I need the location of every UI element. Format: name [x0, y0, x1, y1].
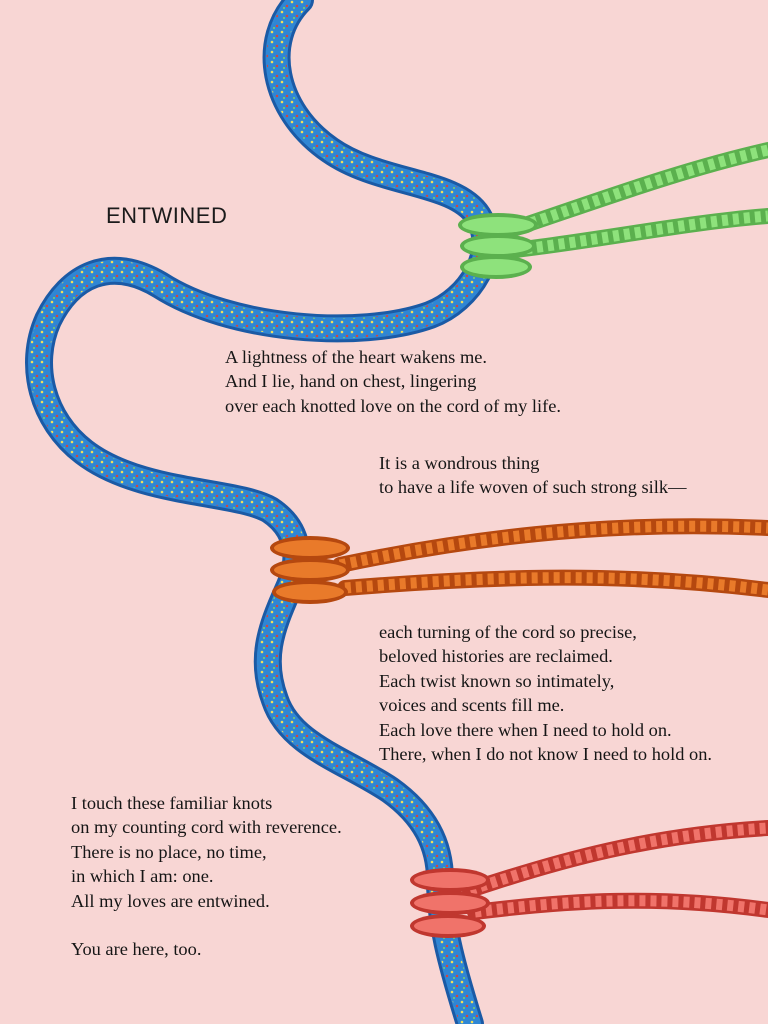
- poem-line: over each knotted love on the cord of my life.: [225, 395, 562, 416]
- orange-cord: [340, 526, 768, 590]
- poem-line: in which I am: one.: [71, 866, 214, 887]
- red-cord: [470, 828, 768, 912]
- stanza-5: [71, 937, 201, 961]
- stanza-1: [225, 345, 561, 418]
- poem-line: You are here, too.: [71, 939, 202, 959]
- poem-line: There, when I do not know I need to hold on.: [379, 744, 712, 765]
- poem-line: Each love there when I need to hold on.: [379, 719, 672, 740]
- poem-line: I touch these familiar knots: [71, 793, 273, 813]
- poem-line: each turning of the cord so precise,: [379, 622, 637, 642]
- poem-line: voices and scents fill me.: [379, 695, 565, 716]
- red-knot: [410, 868, 490, 938]
- poem-line: to have a life woven of such strong silk—: [379, 477, 687, 498]
- poem-line: on my counting cord with reverence.: [71, 817, 342, 838]
- poem-line: There is no place, no time,: [71, 841, 267, 862]
- poem-line: beloved histories are reclaimed.: [379, 646, 613, 667]
- stanza-2: [379, 451, 686, 500]
- stanza-3: [379, 620, 712, 766]
- orange-knot: [270, 536, 350, 604]
- poem-title: ENTWINED: [106, 203, 228, 228]
- stanza-4: [71, 791, 342, 913]
- poem-line: Each twist known so intimately,: [379, 670, 615, 691]
- green-knot: [458, 213, 538, 279]
- poem-line: And I lie, hand on chest, lingering: [225, 371, 477, 392]
- green-cord: [510, 150, 768, 250]
- poem-line: A lightness of the heart wakens me.: [225, 347, 488, 367]
- poem-line: All my loves are entwined.: [71, 890, 270, 911]
- poem-line: It is a wondrous thing: [379, 453, 540, 473]
